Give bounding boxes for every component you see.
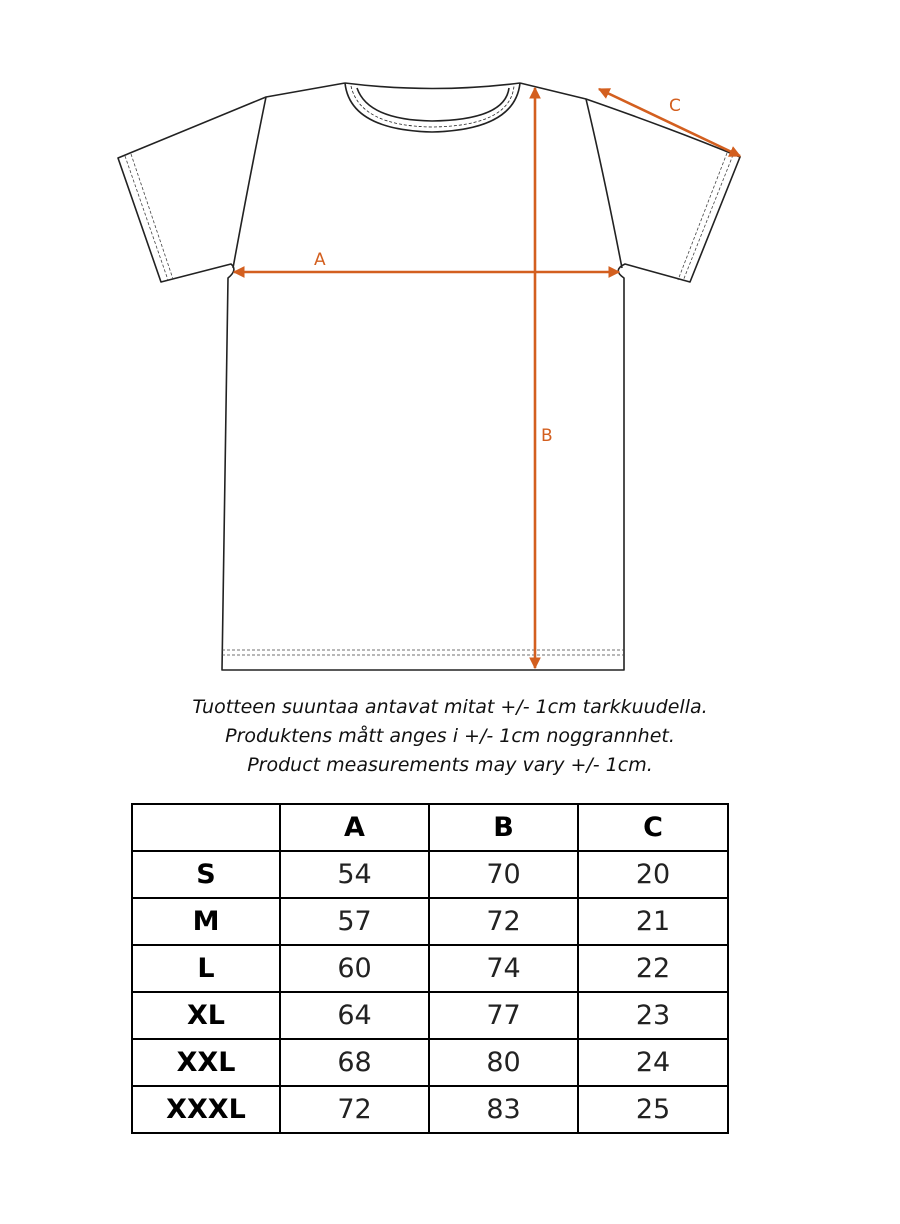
value-c: 24 xyxy=(578,1039,728,1086)
measure-b xyxy=(535,88,553,668)
tshirt-outline xyxy=(118,83,740,670)
value-a: 54 xyxy=(280,851,429,898)
stitching xyxy=(125,153,733,655)
value-b: 77 xyxy=(429,992,578,1039)
value-b: 72 xyxy=(429,898,578,945)
measure-a-label: A xyxy=(314,250,326,270)
measure-a xyxy=(234,250,619,272)
value-c: 21 xyxy=(578,898,728,945)
size-label: XXXL xyxy=(132,1086,280,1133)
size-label: M xyxy=(132,898,280,945)
value-a: 72 xyxy=(280,1086,429,1133)
value-c: 25 xyxy=(578,1086,728,1133)
value-b: 83 xyxy=(429,1086,578,1133)
value-c: 20 xyxy=(578,851,728,898)
value-b: 70 xyxy=(429,851,578,898)
value-b: 80 xyxy=(429,1039,578,1086)
value-c: 23 xyxy=(578,992,728,1039)
measure-b-label: B xyxy=(541,426,553,446)
table-row xyxy=(132,1086,728,1133)
header-a: A xyxy=(280,804,429,851)
measure-c xyxy=(599,89,740,156)
size-label: L xyxy=(132,945,280,992)
value-c: 22 xyxy=(578,945,728,992)
table-row xyxy=(132,851,728,898)
value-a: 57 xyxy=(280,898,429,945)
size-label: XXL xyxy=(132,1039,280,1086)
table-row xyxy=(132,1039,728,1086)
value-a: 64 xyxy=(280,992,429,1039)
size-table xyxy=(131,803,729,1134)
note-finnish: Tuotteen suuntaa antavat mitat +/- 1cm tarkkuudella. xyxy=(192,696,708,718)
measurement-note xyxy=(0,693,900,780)
table-row xyxy=(132,992,728,1039)
header-empty-cell xyxy=(132,804,280,851)
value-b: 74 xyxy=(429,945,578,992)
table-row xyxy=(132,898,728,945)
header-b: B xyxy=(429,804,578,851)
table-header-row xyxy=(132,804,728,851)
header-c: C xyxy=(578,804,728,851)
note-swedish: Produktens mått anges i +/- 1cm noggrannhet. xyxy=(225,725,675,747)
table-row xyxy=(132,945,728,992)
value-a: 60 xyxy=(280,945,429,992)
value-a: 68 xyxy=(280,1039,429,1086)
measure-c-label: C xyxy=(669,96,681,116)
size-label: XL xyxy=(132,992,280,1039)
note-english: Product measurements may vary +/- 1cm. xyxy=(247,754,653,776)
size-label: S xyxy=(132,851,280,898)
